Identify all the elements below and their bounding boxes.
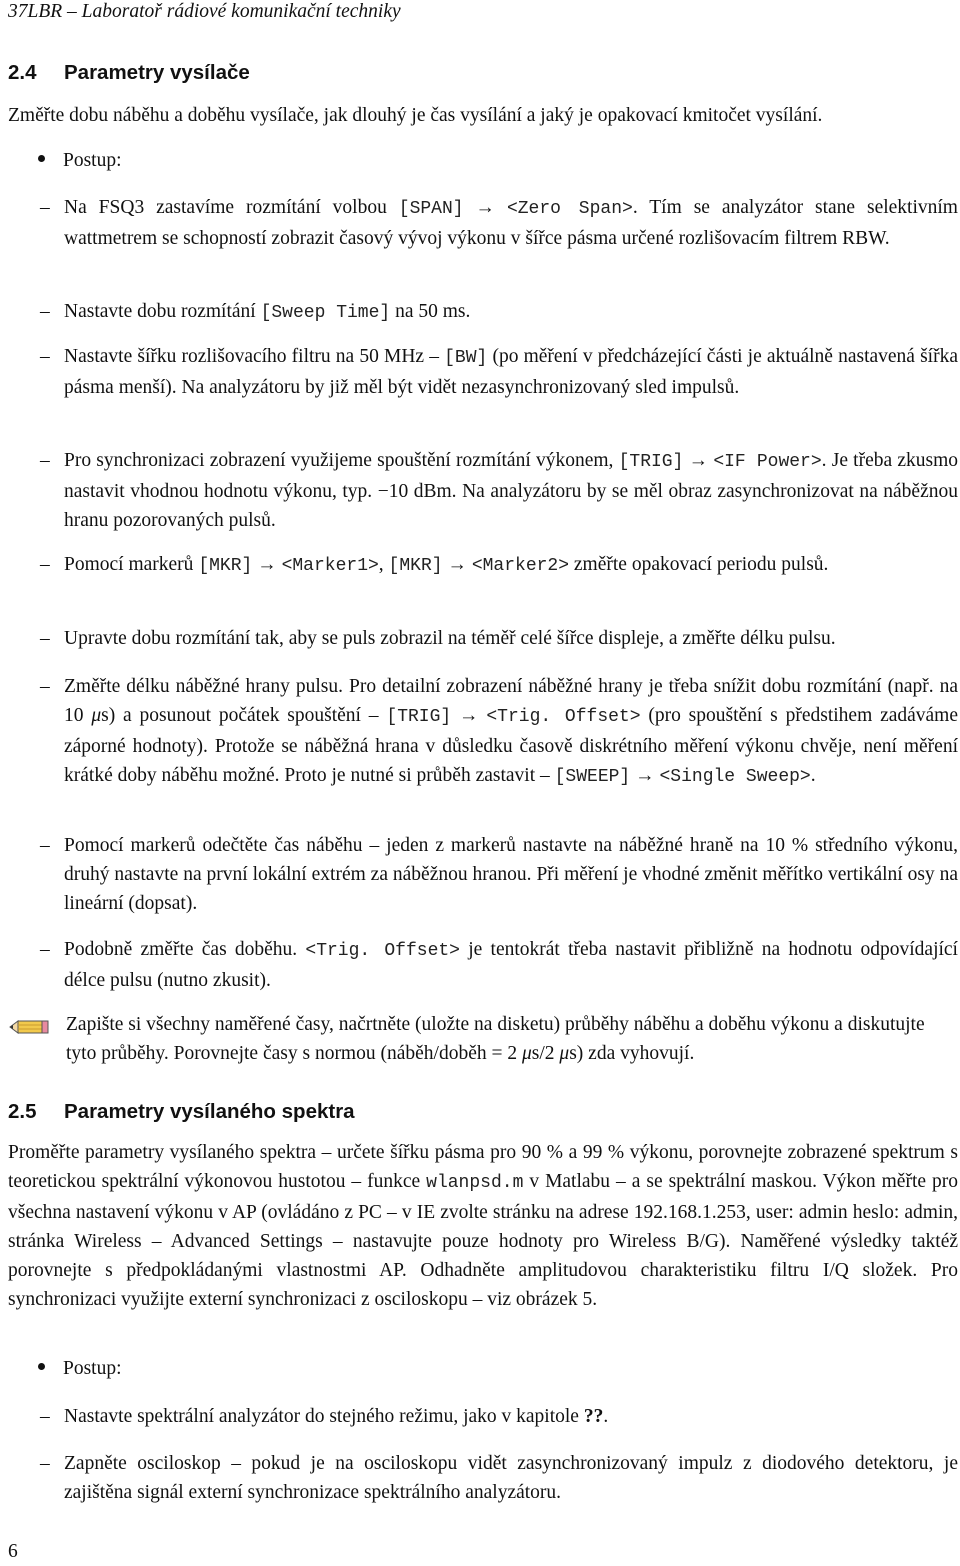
inline-code: <Zero Span>: [506, 199, 633, 219]
inline-code: [Sweep Time]: [260, 303, 391, 323]
section-heading-2-4: [8, 58, 250, 87]
inline-code: [MKR]: [388, 556, 443, 576]
inline-code: [MKR]: [198, 556, 253, 576]
list-item: – Na FSQ3 zastavíme rozmítání volbou [SPAN] → <Zero Span>. Tím se analyzátor stane selektivním wattmetrem se schopností zobrazit časový vývoj výkonu v šířce pásma určené rozlišovacím filtrem RBW.: [40, 197, 958, 249]
list-item: – Nastavte spektrální analyzátor do stejného režimu, jako v kapitole ??.: [40, 1406, 609, 1427]
inline-code: <Marker2>: [471, 556, 570, 576]
bold-reference: ??: [583, 1406, 604, 1427]
running-header: 37LBR – Laboratoř rádiové komunikační techniky: [8, 1, 401, 22]
inline-code: [BW]: [444, 348, 488, 368]
bullet-dot: [38, 155, 45, 162]
section-intro: Proměřte parametry vysílaného spektra – určete šířku pásma pro 90 % a 99 % výkonu, porovnejte zobrazené spektrum s teoretickou spektrální výkonovou hustotou – funkce wlanpsd.m v Matlabu – a se spektrální maskou. Výkon měřte pro všechna nastavení výkonu v AP (ovládáno z PC – v IE zvolte stránku na adrese 192.168.1.253, user: admin heslo: admin, stránka Wireless – Advanced Settings – nastavujte pouze hodnoty pro Wireless B/G). Naměřené výsledky taktéž porovnejte s předpokládanými vlastnostmi AP. Odhadněte amplitudovou charakteristiku filtru I/Q složek. Pro synchronizaci využijte externí synchronizaci z osciloskopu – viz obrázek 5.: [8, 1142, 958, 1310]
page-number: 6: [8, 1541, 18, 1562]
inline-code: wlanpsd.m: [426, 1173, 524, 1193]
bullet-dot: [38, 1363, 45, 1370]
inline-code: <Trig. Offset>: [305, 941, 460, 961]
bullet-label: Postup:: [63, 1358, 122, 1379]
list-item: – Pomocí markerů [MKR] → <Marker1>, [MKR] → <Marker2> změřte opakovací periodu pulsů.: [40, 554, 829, 576]
inline-code: [TRIG]: [618, 452, 684, 472]
bullet-postup: [38, 1354, 122, 1383]
inline-code: <IF Power>: [713, 452, 822, 472]
section-intro: Změřte dobu náběhu a doběhu vysílače, jak dlouhý je čas vysílání a jaký je opakovací kmitočet vysílání.: [8, 105, 823, 126]
section-title: Parametry vysílaného spektra: [64, 1100, 355, 1123]
italic-symbol: μ: [521, 1043, 532, 1064]
section-number: 2.5: [8, 1100, 37, 1123]
bullet-postup: [38, 146, 122, 175]
inline-code: [SPAN]: [398, 199, 464, 219]
bullet-label: Postup:: [63, 150, 122, 171]
list-item: – Nastavte šířku rozlišovacího filtru na 50 MHz – [BW] (po měření v předcházející části je aktuálně nastavená šířka pásma menší). Na analyzátoru by již měl být vidět nezasynchronizovaný sled impulsů.: [40, 346, 958, 398]
section-heading-2-5: [8, 1097, 355, 1126]
section-title: Parametry vysílače: [64, 61, 250, 84]
italic-symbol: μ: [91, 705, 102, 726]
list-item: – Upravte dobu rozmítání tak, aby se puls zobrazil na téměř celé šířce displeje, a změřte délku pulsu.: [40, 628, 836, 649]
list-item: – Pomocí markerů odečtěte čas náběhu – jeden z markerů nastavte na náběžné hraně na 10 % středního výkonu, druhý nastavte na první lokální extrém za náběžnou hranou. Při měření je vhodné změnit měřítko vertikální osy na lineární (dopsat).: [40, 835, 958, 914]
list-item: – Změřte délku náběžné hrany pulsu. Pro detailní zobrazení náběžné hrany je třeba snížit dobu rozmítání (např. na 10 μs) a posunout počátek spouštění – [TRIG] → <Trig. Offset> (pro spouštění s předstihem zadáváme záporné hodnoty). Protože se náběžná hrana v důsledku časově diskrétního měření výkonu chvěje, není měření krátké doby náběhu možné. Proto je nutné si průběh zastavit – [SWEEP] → <Single Sweep>.: [40, 676, 959, 787]
list-item: – Nastavte dobu rozmítání [Sweep Time] na 50 ms.: [40, 301, 471, 323]
inline-code: <Marker1>: [281, 556, 379, 576]
italic-symbol: μ: [559, 1043, 570, 1064]
list-item: – Zapněte osciloskop – pokud je na osciloskopu vidět zasynchronizovaný impulz z diodového detektoru, je zajištěna signál externí synchronizace spektrálního analyzátoru.: [40, 1453, 958, 1503]
inline-code: [TRIG]: [386, 707, 452, 727]
inline-code: <Trig. Offset>: [486, 707, 641, 727]
section-number: 2.4: [8, 61, 37, 84]
inline-code: [SWEEP]: [554, 767, 631, 787]
list-item: – Pro synchronizaci zobrazení využijeme spouštění rozmítání výkonem, [TRIG] → <IF Power>. Je třeba zkusmo nastavit vhodnou hodnotu výkonu, typ. −10 dBm. Na analyzátoru by se měl obraz zasynchronizovat na náběžnou hranu pozorovaných pulsů.: [40, 450, 958, 531]
pencil-icon: [8, 1016, 50, 1038]
note-text: Zapište si všechny naměřené časy, načrtněte (uložte na disketu) průběhy náběhu a doběhu výkonu a diskutujte tyto průběhy. Porovnejte časy s normou (náběh/doběh = 2 μs/2 μs) zda vyhovují.: [66, 1014, 925, 1064]
inline-code: <Single Sweep>: [659, 767, 811, 787]
list-item: – Podobně změřte čas doběhu. <Trig. Offset> je tentokrát třeba nastavit přibližně na hodnotu odpovídající délce pulsu (nutno zkusit).: [40, 939, 958, 991]
